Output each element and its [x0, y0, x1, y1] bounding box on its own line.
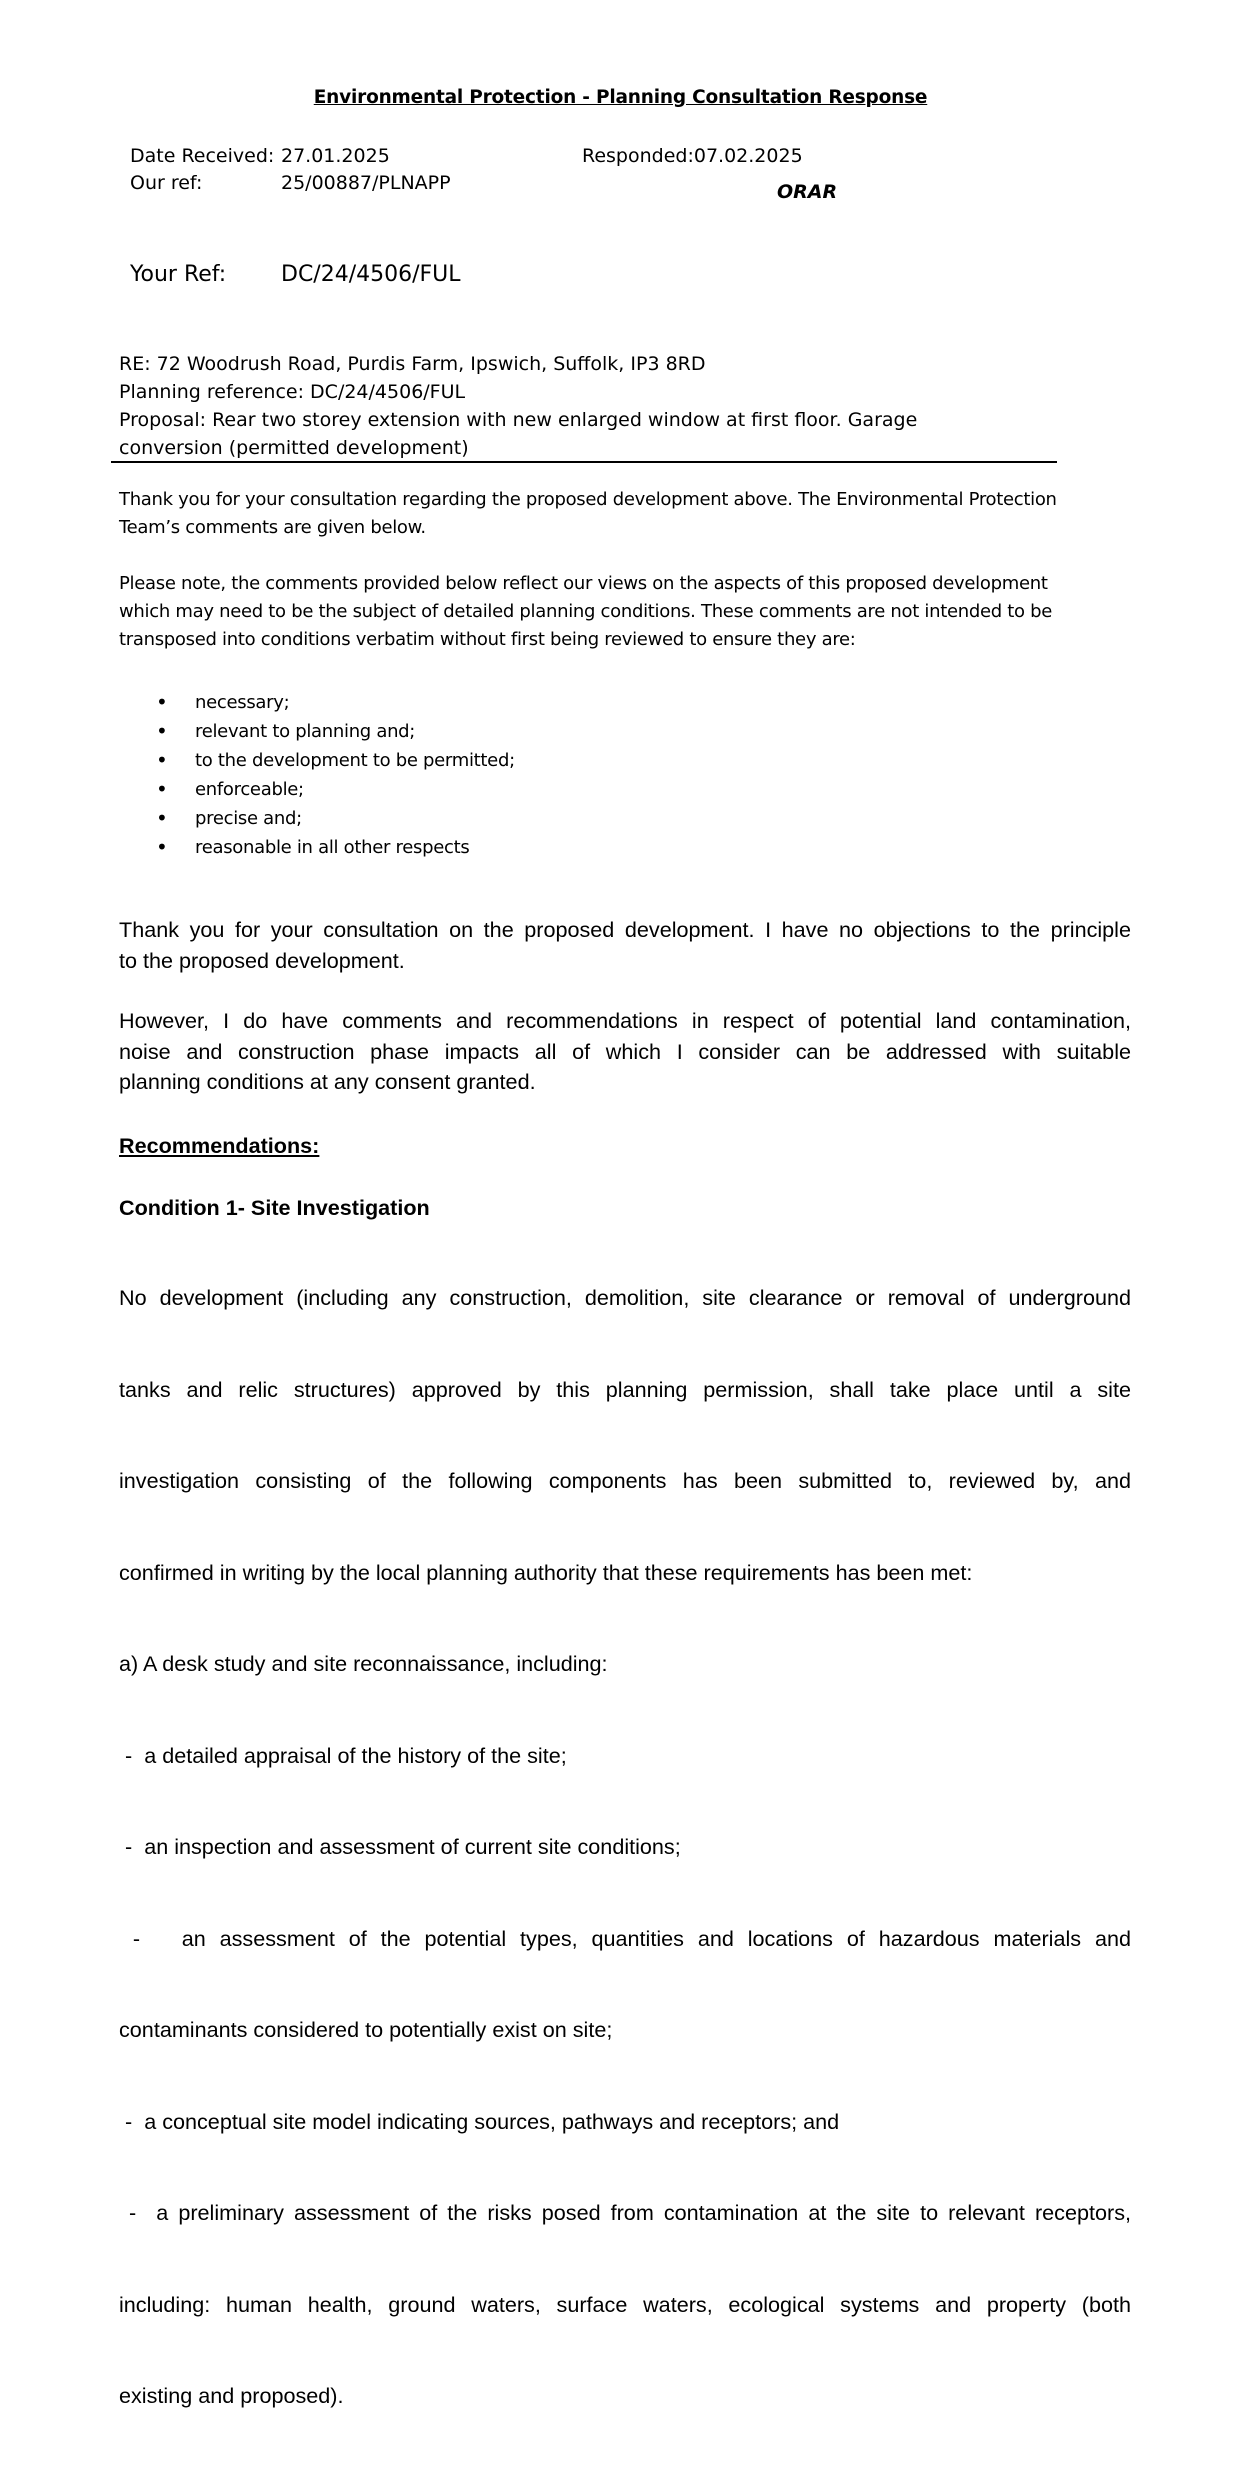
comments-p2-line-1: However, I do have comments and recommendations in respect of potential land contamination, — [119, 1008, 1131, 1033]
comments-p2-line-3: planning conditions at any consent granted. — [119, 1069, 536, 1094]
intro-p2-line-2: which may need to be the subject of detailed planning conditions. These comments are not intended to be — [119, 601, 1053, 622]
list-item: • precise and; — [119, 804, 515, 833]
our-ref-label: Our ref: — [130, 172, 203, 194]
re-proposal-line-2: conversion (permitted development) — [119, 437, 469, 459]
your-ref-label: Your Ref: — [130, 262, 227, 287]
intro-p2-line-1: Please note, the comments provided below reflect our views on the aspects of this proposed development — [119, 573, 1048, 594]
intro-p1-line-2: Team’s comments are given below. — [119, 517, 426, 538]
condition-1-line: - a detailed appraisal of the history of the site; — [119, 1742, 567, 1768]
intro-paragraph-2 — [119, 570, 1109, 654]
date-received-label: Date Received: — [130, 145, 275, 167]
condition-1-line: No development (including any construction, demolition, site clearance or removal of underground — [119, 1285, 1131, 1310]
re-proposal-line-1: Proposal: Rear two storey extension with new enlarged window at first floor. Garage — [119, 409, 918, 431]
list-item: • reasonable in all other respects — [119, 833, 515, 862]
condition-1-line: confirmed in writing by the local planning authority that these requirements has been met: — [119, 1559, 973, 1585]
requirements-list — [119, 688, 515, 862]
condition-1-heading: Condition 1- Site Investigation — [119, 1195, 430, 1220]
comments-p1-line-2: to the proposed development. — [119, 947, 405, 973]
comments-paragraph-1 — [119, 915, 1131, 976]
list-item: • relevant to planning and; — [119, 717, 515, 746]
condition-1-line: - an inspection and assessment of current site conditions; — [119, 1834, 681, 1859]
list-item: • necessary; — [119, 688, 515, 717]
your-ref-value: DC/24/4506/FUL — [281, 262, 461, 287]
re-address: RE: 72 Woodrush Road, Purdis Farm, Ipswich, Suffolk, IP3 8RD — [119, 353, 706, 375]
horizontal-rule — [111, 461, 1057, 463]
document-title: Environmental Protection - Planning Consultation Response — [313, 87, 928, 108]
list-item: • to the development to be permitted; — [119, 746, 515, 775]
recommendations-heading: Recommendations: — [119, 1133, 320, 1158]
condition-1-line: - a preliminary assessment of the risks posed from contamination at the site to relevant receptors, — [119, 2200, 1131, 2225]
condition-1-line: a) A desk study and site reconnaissance, including: — [119, 1651, 608, 1676]
our-ref-value: 25/00887/PLNAPP — [281, 172, 451, 194]
condition-1-line: existing and proposed). — [119, 2383, 344, 2408]
date-received-value: 27.01.2025 — [281, 145, 390, 167]
re-block — [119, 350, 1079, 462]
intro-p2-line-3: transposed into conditions verbatim without first being reviewed to ensure they are: — [119, 629, 856, 650]
condition-1-line: including: human health, ground waters, surface waters, ecological systems and property (both — [119, 2291, 1131, 2317]
intro-paragraph-1 — [119, 486, 1109, 542]
condition-1-line: investigation consisting of the following components has been submitted to, reviewed by, and — [119, 1468, 1131, 1493]
list-item: • enforceable; — [119, 775, 515, 804]
condition-1-line: contaminants considered to potentially exist on site; — [119, 2017, 613, 2042]
responded-date: Responded:07.02.2025 — [582, 145, 803, 167]
orar-label: ORAR — [777, 181, 838, 203]
comments-paragraph-2 — [119, 1006, 1131, 1098]
condition-1-line: - a conceptual site model indicating sources, pathways and receptors; and — [119, 2108, 840, 2134]
comments-p2-line-2: noise and construction phase impacts all of which I consider can be addressed with suitable — [119, 1038, 1131, 1064]
re-planning-reference: Planning reference: DC/24/4506/FUL — [119, 381, 466, 403]
intro-p1-line-1: Thank you for your consultation regarding the proposed development above. The Environmental Protection — [119, 489, 1057, 510]
condition-1-line: tanks and relic structures) approved by this planning permission, shall take place until a site — [119, 1376, 1131, 1402]
comments-p1-line-1: Thank you for your consultation on the proposed development. I have no objections to the principle — [119, 917, 1131, 942]
condition-1-body — [119, 1222, 1131, 2473]
condition-1-line: - an assessment of the potential types, quantities and locations of hazardous materials and — [119, 1925, 1131, 1951]
